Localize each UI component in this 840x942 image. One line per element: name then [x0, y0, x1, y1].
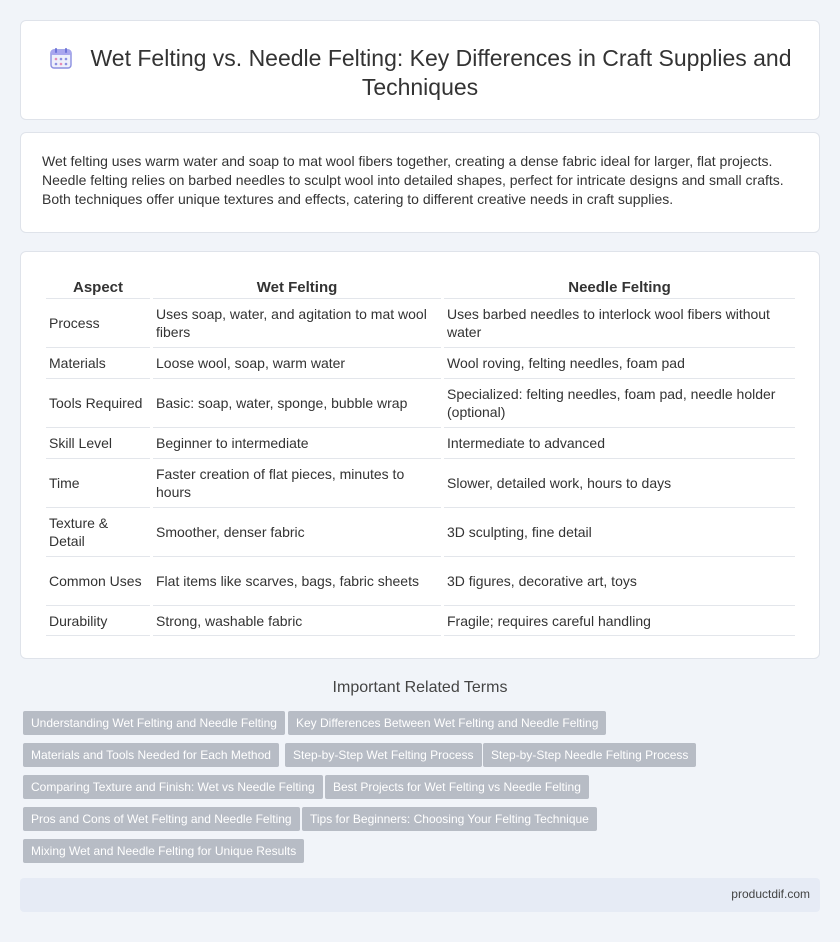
- aspect-cell: Skill Level: [46, 428, 150, 459]
- wet-felting-cell: Uses soap, water, and agitation to mat wool fibers: [153, 299, 441, 348]
- related-term-tag[interactable]: Mixing Wet and Needle Felting for Unique Results: [23, 839, 304, 863]
- table-row: [46, 379, 795, 428]
- wet-felting-cell: Beginner to intermediate: [153, 428, 441, 459]
- page-title: [21, 44, 819, 102]
- footer-site-label: productdif.com: [731, 887, 810, 901]
- needle-felting-cell: Intermediate to advanced: [444, 428, 795, 459]
- wet-felting-cell: Strong, washable fabric: [153, 606, 441, 636]
- needle-felting-cell: Specialized: felting needles, foam pad, needle holder (optional): [444, 379, 795, 428]
- table-row: [46, 459, 795, 508]
- related-term-tag[interactable]: Best Projects for Wet Felting vs Needle Felting: [325, 775, 589, 799]
- needle-felting-cell: Wool roving, felting needles, foam pad: [444, 348, 795, 379]
- related-term-tag[interactable]: Step-by-Step Wet Felting Process: [285, 743, 482, 767]
- footer: [20, 878, 820, 912]
- wet-felting-cell: Flat items like scarves, bags, fabric sheets: [153, 557, 441, 606]
- related-term-tag[interactable]: Materials and Tools Needed for Each Method: [23, 743, 279, 767]
- needle-felting-cell: Slower, detailed work, hours to days: [444, 459, 795, 508]
- needle-felting-cell: Fragile; requires careful handling: [444, 606, 795, 636]
- intro-card: [20, 132, 820, 233]
- comparison-table-card: [20, 251, 820, 659]
- header-aspect: Aspect: [46, 275, 150, 299]
- wet-felting-cell: Smoother, denser fabric: [153, 508, 441, 557]
- related-terms-title: Important Related Terms: [332, 679, 508, 696]
- related-term-tag[interactable]: Tips for Beginners: Choosing Your Felting Technique: [302, 807, 597, 831]
- needle-felting-cell: Uses barbed needles to interlock wool fibers without water: [444, 299, 795, 348]
- needle-felting-cell: 3D figures, decorative art, toys: [444, 557, 795, 606]
- related-term-tag[interactable]: Step-by-Step Needle Felting Process: [483, 743, 696, 767]
- aspect-cell: Time: [46, 459, 150, 508]
- table-row: [46, 428, 795, 459]
- aspect-cell: Materials: [46, 348, 150, 379]
- page-title-text: Wet Felting vs. Needle Felting: Key Differences in Craft Supplies and Techniques: [90, 45, 792, 100]
- table-row: [46, 299, 795, 348]
- aspect-cell: Texture & Detail: [46, 508, 150, 557]
- related-term-tag[interactable]: Understanding Wet Felting and Needle Felting: [23, 711, 285, 735]
- intro-paragraph: Wet felting uses warm water and soap to mat wool fibers together, creating a dense fabric ideal for larger, flat projects. Needle felting relies on barbed needles to sculpt wool into detailed shapes, perfect for intricate designs and small crafts. Both techniques offer unique textures and effects, catering to different creative needs in craft supplies.: [42, 153, 784, 207]
- table-row: [46, 557, 795, 606]
- calendar-icon: [49, 46, 73, 70]
- title-card: [20, 20, 820, 120]
- aspect-cell: Common Uses: [46, 557, 150, 606]
- table-row: [46, 348, 795, 379]
- aspect-cell: Process: [46, 299, 150, 348]
- wet-felting-cell: Loose wool, soap, warm water: [153, 348, 441, 379]
- comparison-table: [43, 275, 798, 636]
- table-row: [46, 508, 795, 557]
- aspect-cell: Tools Required: [46, 379, 150, 428]
- related-term-tag[interactable]: Pros and Cons of Wet Felting and Needle Felting: [23, 807, 300, 831]
- wet-felting-cell: Faster creation of flat pieces, minutes to hours: [153, 459, 441, 508]
- header-wet-felting: Wet Felting: [153, 275, 441, 299]
- aspect-cell: Durability: [46, 606, 150, 636]
- wet-felting-cell: Basic: soap, water, sponge, bubble wrap: [153, 379, 441, 428]
- table-header-row: [46, 275, 795, 299]
- related-term-tag[interactable]: Comparing Texture and Finish: Wet vs Needle Felting: [23, 775, 323, 799]
- related-term-tag[interactable]: Key Differences Between Wet Felting and Needle Felting: [288, 711, 606, 735]
- header-needle-felting: Needle Felting: [444, 275, 795, 299]
- table-row: [46, 606, 795, 636]
- needle-felting-cell: 3D sculpting, fine detail: [444, 508, 795, 557]
